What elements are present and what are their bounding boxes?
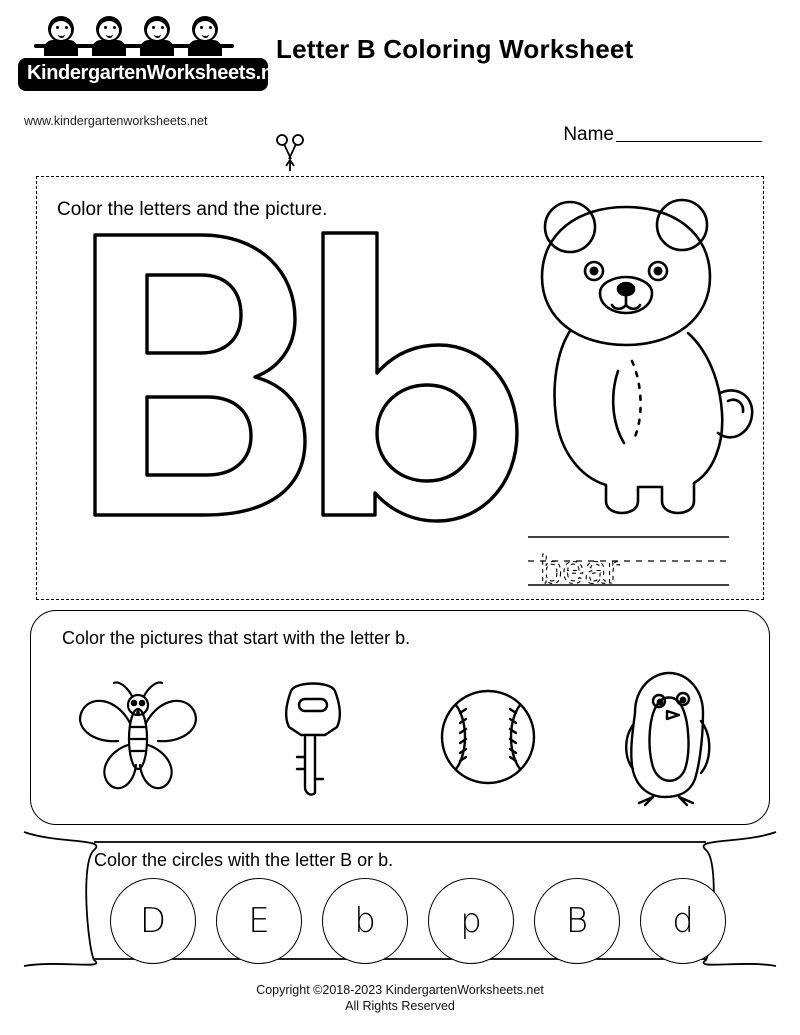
letter-circle[interactable]: D [110, 878, 196, 964]
site-logo[interactable] [18, 14, 290, 91]
penguin-icon[interactable] [583, 661, 743, 811]
section2-instruction: Color the pictures that start with the letter b. [62, 628, 411, 648]
section3-instruction: Color the circles with the letter B or b. [94, 850, 394, 870]
logo-wordmark [18, 58, 290, 91]
traced-word-text: bear [540, 548, 621, 591]
picture-row [50, 658, 750, 813]
word-tracing-bear[interactable] [526, 531, 731, 591]
page-title: Letter B Coloring Worksheet [276, 34, 634, 64]
logo-wordmark-tld: .net [255, 62, 290, 84]
section1-instruction: Color the letters and the picture. [57, 199, 328, 220]
four-kids-icon [40, 14, 268, 56]
letter-circle[interactable]: p [428, 878, 514, 964]
name-field[interactable] [563, 124, 762, 146]
outline-letters-Bb[interactable] [55, 225, 525, 575]
scissors-icon [268, 133, 312, 177]
letter-circle[interactable]: d [640, 878, 726, 964]
name-write-line[interactable] [616, 125, 762, 142]
section-color-circles [18, 828, 782, 970]
rights-text: All Rights Reserved [345, 999, 455, 1013]
letter-circle[interactable]: E [216, 878, 302, 964]
copyright-text: Copyright ©2018-2023 KindergartenWorksheets.net [256, 983, 544, 997]
bear-icon[interactable] [522, 185, 757, 525]
name-label: Name [563, 124, 614, 145]
site-url[interactable]: www.kindergartenworksheets.net [24, 114, 208, 128]
key-icon[interactable] [233, 661, 393, 811]
page-header [0, 0, 800, 145]
butterfly-icon[interactable] [58, 661, 218, 811]
logo-wordmark-text: KindergartenWorksheets [27, 62, 256, 84]
section-identify-pictures [30, 610, 770, 825]
baseball-icon[interactable] [408, 661, 568, 811]
letter-circle-row [110, 878, 726, 964]
letter-circle[interactable]: b [322, 878, 408, 964]
section-color-letters [36, 176, 764, 600]
letter-circle[interactable]: B [534, 878, 620, 964]
page-footer [0, 982, 800, 1014]
